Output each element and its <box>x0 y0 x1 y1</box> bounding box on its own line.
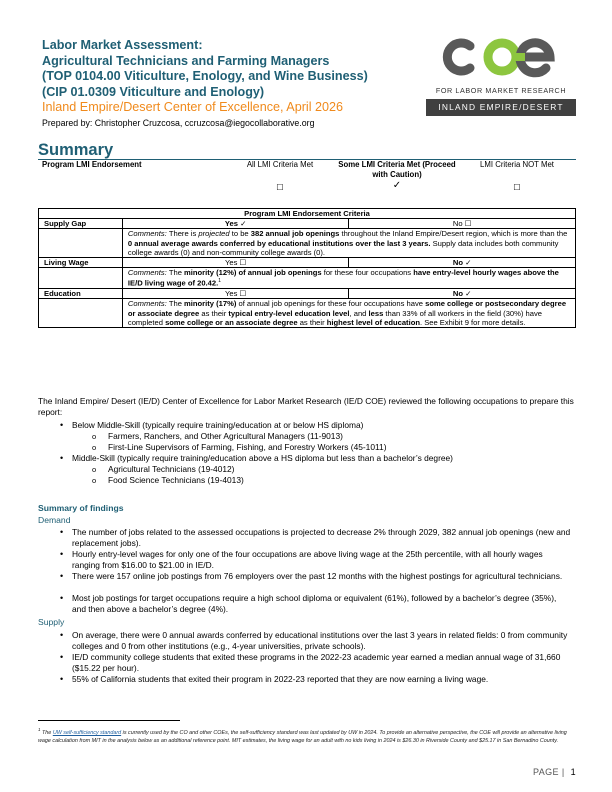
sub-bullet: o <box>92 476 97 485</box>
option-all-met: All LMI Criteria Met <box>246 160 314 169</box>
footnote-rule <box>38 720 180 721</box>
coe-logo <box>426 36 576 116</box>
org-date-line: Inland Empire/Desert Center of Excellence, April 2026 <box>42 100 344 114</box>
demand-item: Hourly entry-level wages for only one of the four occupations are above living wage at the 25th percentile, with all hourly wages ranging from $16.00 to $21.00 in IE/D. <box>72 549 543 570</box>
title-line-3: (TOP 0104.00 Viticulture, Enology, and Wine Business) <box>42 69 368 83</box>
row-label-education: Education <box>39 289 123 299</box>
bullet-dot: • <box>60 630 64 640</box>
bullet-dot: • <box>60 593 64 603</box>
table-row <box>39 289 576 299</box>
title-line-2: Agricultural Technicians and Farming Managers <box>42 53 330 68</box>
education-no: No ✓ <box>349 289 576 299</box>
table-row <box>39 268 576 289</box>
skill-group-below-middle: Below Middle-Skill (typically require training/education at or below HS diploma) <box>72 420 364 430</box>
bullet-dot: • <box>60 674 64 684</box>
supply-item: On average, there were 0 annual awards conferred by educational institutions over the last 3 years in related fields: 0 from community colleges and 0 from other institutions (e.g., 4-year universities, private schools). <box>72 630 568 651</box>
occupation-item: Agricultural Technicians (19-4012) <box>108 464 235 474</box>
criteria-table-heading: Program LMI Endorsement Criteria <box>39 209 576 219</box>
page-footer <box>533 767 576 777</box>
occupation-item: Food Science Technicians (19-4013) <box>108 475 244 485</box>
row-label-supply-gap: Supply Gap <box>39 219 123 229</box>
checkmark-some-met[interactable]: ✓ <box>392 180 402 191</box>
option-some-met: Some LMI Criteria Met (Proceed with Caution) <box>338 160 456 179</box>
occupation-item: Farmers, Ranchers, and Other Agricultural Managers (11-9013) <box>108 431 343 441</box>
supply-gap-yes: Yes ✓ <box>122 219 349 229</box>
endorsement-label: Program LMI Endorsement <box>42 160 142 169</box>
checkbox-all-met[interactable]: ☐ <box>276 183 284 192</box>
title-line-4: (CIP 01.0309 Viticulture and Enology) <box>42 84 265 99</box>
demand-item: The number of jobs related to the assessed occupations is projected to decrease 2% through 2029, 382 annual job openings (new and replacement jobs). <box>72 527 571 548</box>
bullet-dot: • <box>60 453 64 463</box>
living-wage-yes: Yes ☐ <box>122 258 349 268</box>
table-header-row <box>39 209 576 219</box>
education-yes: Yes ☐ <box>122 289 349 299</box>
logo-tagline: FOR LABOR MARKET RESEARCH <box>435 86 567 95</box>
table-row <box>39 299 576 328</box>
page-label: PAGE | <box>533 767 565 777</box>
coe-logo-mark <box>426 36 576 78</box>
supply-gap-comment: Comments: There is projected to be 382 annual job openings throughout the Inland Empire/Desert region, which is more than the 0 annual average awards conferred by educational institutions over the last 3 years. Supply data includes both community college awards (0) and non-community college awards (0). <box>122 229 575 258</box>
supply-gap-no: No ☐ <box>349 219 576 229</box>
bullet-dot: • <box>60 420 64 430</box>
sub-bullet: o <box>92 432 97 441</box>
table-row <box>39 229 576 258</box>
bullet-dot: • <box>60 652 64 662</box>
bullet-dot: • <box>60 571 64 581</box>
title-line-1: Labor Market Assessment: <box>42 38 203 52</box>
demand-item: There were 157 online job postings from 76 employers over the past 12 months with the highest postings for agricultural technicians. <box>72 571 563 581</box>
supply-item: 55% of California students that exited their program in 2022-23 reported that they are now earning a living wage. <box>72 674 489 684</box>
footnote: $^1$ The UW self-sufficiency standard is currently used by the CO and other COEs, the self-sufficiency standard was last updated by UW in 2024. To provide an alternative perspective, the COE will provide an alternative living wage calculation from MIT in the analysis below as an additional reference point. MIT estimates, the living wage for an adult with no kids living in 2024 is $26.30 in Riverside County and $25.17 in San Bernadino County. <box>38 727 567 744</box>
occupation-item: First-Line Supervisors of Farming, Fishing, and Forestry Workers (45-1011) <box>108 442 387 452</box>
supply-heading: Supply <box>38 617 65 627</box>
table-row <box>39 219 576 229</box>
bullet-dot: • <box>60 549 64 559</box>
living-wage-no: No ✓ <box>349 258 576 268</box>
uw-standard-link[interactable]: UW self-sufficiency standard <box>52 729 122 736</box>
report-title-block <box>42 38 422 129</box>
summary-heading: Summary <box>38 141 114 159</box>
table-row <box>39 258 576 268</box>
logo-region: INLAND EMPIRE/DESERT <box>426 99 576 116</box>
bullet-dot: • <box>60 527 64 537</box>
demand-item: Most job postings for target occupations require a high school diploma or equivalent (61%), followed by a bachelor’s degree (35%), and then above a bachelor’s degree (4%). <box>72 593 557 614</box>
page-number: 1 <box>570 767 576 777</box>
option-not-met: LMI Criteria NOT Met <box>480 160 554 169</box>
criteria-table <box>38 208 576 328</box>
demand-heading: Demand <box>38 515 71 525</box>
skill-group-middle: Middle-Skill (typically require training/education above a HS diploma but less than a bachelor’s degree) <box>72 453 453 463</box>
supply-item: IE/D community college students that exited these programs in the 2022-23 academic year earned a median annual wage of 31,660 ($15.22 per hour). <box>72 652 561 673</box>
sub-bullet: o <box>92 465 97 474</box>
findings-heading: Summary of findings <box>38 503 124 513</box>
education-comment: Comments: The minority (17%) of annual job openings for these four occupations have some college or postsecondary degree or associate degree as their typical entry-level education level, and less than 33% of all workers in the field (30%) have completed some college or an associate degree as their highest level of education. See Exhibit 9 for more details. <box>122 299 575 328</box>
sub-bullet: o <box>92 443 97 452</box>
checkbox-not-met[interactable]: ☐ <box>513 183 521 192</box>
prepared-by: Prepared by: Christopher Cruzcosa, ccruzcosa@iegocollaborative.org <box>42 117 315 128</box>
living-wage-comment: Comments: The minority (12%) of annual job openings for these four occupations have entry-level hourly wages above the IE/D living wage of 20.42.$^1$ <box>122 268 575 289</box>
intro-paragraph: The Inland Empire/ Desert (IE/D) Center of Excellence for Labor Market Research (IE/D COE) reviewed the following occupations to prepare this report: <box>38 396 574 417</box>
row-label-living-wage: Living Wage <box>39 258 123 268</box>
